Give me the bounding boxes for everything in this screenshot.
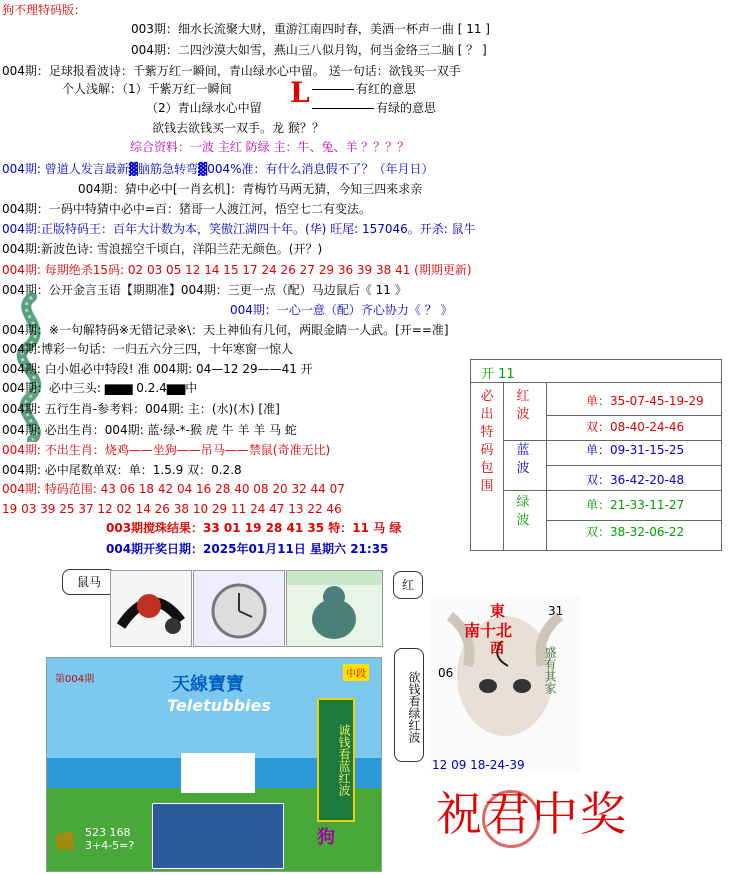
line-14: 004期: 不出生肖：烧鸡——坐狗——吊马——禁鼠(奇准无比)	[2, 443, 331, 457]
row-0: 单：35-07-45-19-29	[586, 394, 704, 408]
callout-right: 红	[393, 571, 423, 599]
divider	[503, 382, 504, 550]
stamp-seal-icon	[482, 790, 540, 848]
poem-line-2: 004期：二四沙漠大如雪，燕山三八似月钩，何当金络三二脑 [ ？ ]	[131, 43, 487, 57]
skull-side: 盛有其家	[543, 646, 557, 694]
tele-side-text: 诚钱看蓝红波	[317, 698, 355, 822]
blessing-text: 祝君中奖	[436, 787, 628, 841]
row-1: 双：08-40-24-46	[586, 420, 685, 434]
line-0: 004期: 曾道人发言最新▓脑筋急转弯▓004%准：有什么消息假不了？（年月日）	[2, 162, 434, 176]
range-table	[470, 359, 722, 551]
soccer-line-2: 个人浅解：（1）千紫万红一瞬间	[62, 82, 232, 96]
line-5: 004期: 每期绝杀15码: 02 03 05 12 14 15 17 24 26 27 29 36 39 38 41 (期期更新)	[2, 263, 472, 277]
big-red-letter: L	[290, 76, 310, 109]
tele-logo: Teletubbies	[167, 696, 271, 715]
line-7: 004期：一心一意（配）齐心协力《 ？ 》	[230, 303, 453, 317]
result-line: 003期搅珠结果：33 01 19 28 41 35 特：11 马 绿	[106, 521, 402, 535]
tele-nums: 523 168 3+4-5=?	[85, 826, 135, 852]
green-wave-label: 绿波	[516, 495, 530, 528]
clock-image	[193, 570, 285, 647]
tele-dog: 狗	[317, 827, 335, 848]
line-1: 004期：猜中必中[一肖玄机]：青梅竹马两无猜，今知三四来求亲	[78, 182, 423, 196]
tele-blank	[181, 753, 255, 793]
page-title: 狗不理特码版：	[2, 3, 87, 17]
soccer-line-4: 欲钱去欲钱买一双手。龙 猴？？	[152, 121, 324, 135]
table-left-label: 必出特码包围	[480, 389, 494, 494]
divider	[503, 490, 721, 491]
buddha-image	[286, 570, 383, 647]
row-4: 单：21-33-11-27	[586, 498, 685, 512]
line-4: 004期:新波色诗: 雪浪摇空千顷白，洋阳兰茫无颜色。(开？)	[2, 242, 323, 256]
divider	[546, 382, 547, 550]
soccer-line-3b: 有绿的意思	[376, 101, 437, 115]
draw-date-line: 004期开奖日期：2025年01月11日 星期六 21:35	[106, 542, 389, 556]
dash-line	[312, 108, 374, 109]
divider	[503, 440, 721, 441]
line-12: 004期: 五行生肖-参考料：004期: 主：(水)(木) [准]	[2, 402, 280, 416]
line-13: 004期: 必出生肖：004期: 蓝·绿-*-猴 虎 牛 羊 羊 马 蛇	[2, 423, 297, 437]
combo-info: 综合资料：一波 主红 防绿 主：牛、兔、羊 ？？？？	[130, 140, 410, 154]
skull-31: 31	[548, 604, 564, 618]
line-2: 004期：一码中特猜中必中=百：猪哥一人渡江河，悟空七二有变法。	[2, 202, 371, 216]
tele-title: 天線寶寶	[172, 674, 244, 695]
line-6: 004期：公开金言玉语【期期准】004期：三更一点（配）马边鼠后《 11 》	[2, 283, 407, 297]
divider	[546, 520, 721, 521]
callout-left: 鼠马	[62, 569, 116, 595]
divider	[546, 465, 721, 466]
tele-tag: 中段	[343, 664, 369, 681]
row-3: 双：36-42-20-48	[586, 473, 685, 487]
skull-image	[430, 596, 580, 772]
callout-side: 欲钱看绿红波	[394, 648, 424, 762]
soccer-line-1: 004期：足球报看波诗：千紫万红一瞬间，青山绿水心中留。 送一句话：欲钱买一双手	[2, 64, 461, 78]
teletubbies-image	[46, 657, 382, 872]
soccer-line-3: （2）青山绿水心中留	[146, 101, 262, 115]
dash-line	[312, 89, 354, 90]
table-header: 开 11	[471, 360, 721, 383]
skull-top: 東	[490, 602, 506, 620]
soccer-line-2b: 有红的意思	[356, 82, 417, 96]
blue-wave-label: 蓝波	[516, 443, 530, 476]
line-8: 004期：※一句解特码※无错记录※\：天上神仙有几何，两眼金睛一人武。[开==准]	[2, 323, 449, 337]
line-15: 004期: 必中尾数单双：单：1.5.9 双：0.2.8	[2, 463, 242, 477]
skull-bottom-nums: 12 09 18-24-39	[432, 758, 525, 772]
tele-char: 蝶	[55, 830, 75, 854]
red-wave-label: 红波	[516, 389, 530, 422]
row-2: 单：09-31-15-25	[586, 443, 685, 457]
line-11: 004期：必中三头: ▆▆▆ 0.2.4▆▆中	[2, 381, 198, 395]
divider	[546, 415, 721, 416]
row-5: 双：38-32-06-22	[586, 525, 685, 539]
skull-06: 06	[438, 666, 454, 680]
poem-line-1: 003期：细水长流聚大财，重游江南四时春，美酒一杯声一曲 [ 11 ]	[131, 22, 490, 36]
tele-panel	[152, 803, 284, 869]
line-17: 19 03 39 25 37 12 02 14 26 38 10 29 11 24 47 13 22 46	[2, 502, 342, 516]
line-10: 004期: 白小姐必中特段! 准 004期: 04—12 29——41 开	[2, 362, 313, 376]
line-3: 004期:正版特码王：百年大计数为本，笑傲江湖四十年。(华) 旺尾: 157046。开杀: 鼠牛	[2, 222, 476, 236]
tele-issue: 第004期	[55, 674, 95, 685]
skull-west: 西	[490, 641, 504, 657]
skull-mid: 南十北	[464, 621, 513, 640]
rat-horse-image	[110, 570, 192, 647]
line-16: 004期: 特码范围: 43 06 18 42 04 16 28 40 08 20 32 44 07	[2, 482, 345, 496]
line-9: 004期:博彩一句话：一归五六分三四，十年寒窗一惊人	[2, 342, 293, 356]
